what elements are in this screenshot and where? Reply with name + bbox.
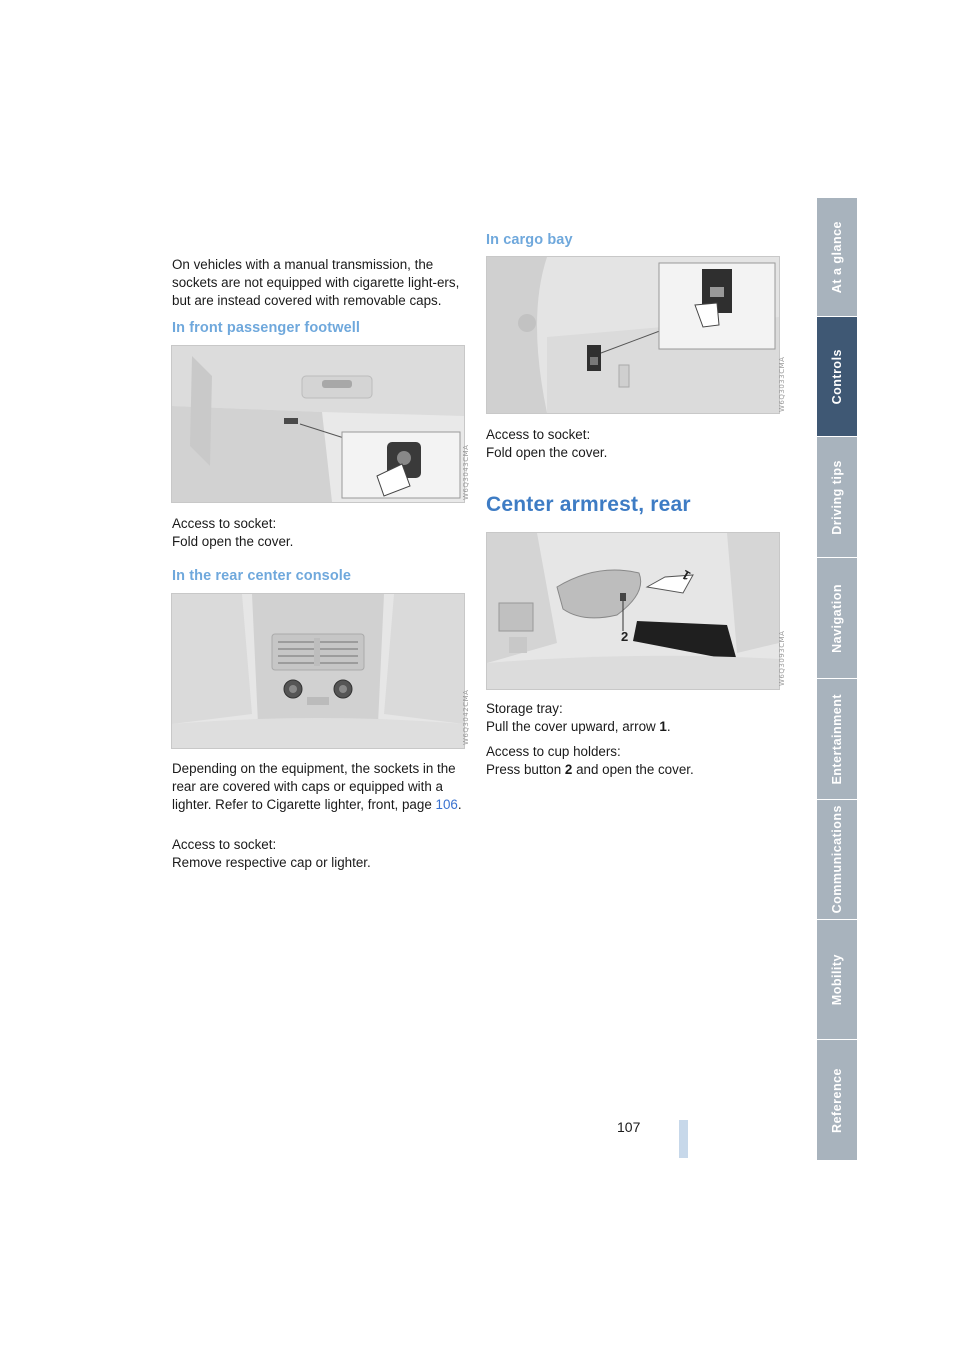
page-number-marker bbox=[679, 1120, 688, 1158]
tab-label: At a glance bbox=[830, 220, 844, 294]
tab-label: Mobility bbox=[830, 953, 844, 1006]
console-text: Depending on the equipment, the sockets in the rear are covered with caps or equipped with a lighter. Refer to Cigarette lighter, front, page bbox=[172, 761, 456, 813]
armrest-figure bbox=[486, 532, 780, 690]
console-heading: In the rear center console bbox=[172, 568, 352, 584]
storage-arrow-ref: 1 bbox=[659, 719, 667, 734]
console-access-label: Access to socket: bbox=[172, 837, 277, 852]
tab-mobility[interactable] bbox=[817, 920, 857, 1040]
footwell-figure bbox=[171, 345, 465, 503]
tab-controls[interactable] bbox=[817, 317, 857, 437]
cargo-access-label: Access to socket: bbox=[486, 427, 591, 442]
console-paragraph bbox=[172, 760, 470, 815]
armrest-label-1: 1 bbox=[679, 567, 693, 584]
console-text-end: . bbox=[457, 797, 462, 813]
cargo-instruction: Fold open the cover. bbox=[486, 445, 608, 460]
footwell-instruction: Fold open the cover. bbox=[172, 534, 294, 549]
left-column bbox=[172, 256, 470, 319]
tab-entertainment[interactable] bbox=[817, 679, 857, 800]
tab-at-a-glance[interactable] bbox=[817, 198, 857, 317]
console-figure bbox=[171, 593, 465, 749]
section-tabs bbox=[817, 198, 857, 1160]
storage-instruction bbox=[486, 718, 782, 736]
tab-reference[interactable] bbox=[817, 1040, 857, 1161]
cup-label: Access to cup holders: bbox=[486, 744, 621, 759]
console-instruction: Remove respective cap or lighter. bbox=[172, 855, 371, 870]
tab-label: Controls bbox=[830, 348, 844, 405]
cargo-heading: In cargo bay bbox=[486, 232, 573, 248]
cup-instruction bbox=[486, 761, 782, 779]
intro-paragraph: On vehicles with a manual transmission, the sockets are not equipped with cigarette light-ers, but are instead covered with removable caps. bbox=[172, 257, 460, 309]
tab-label: Entertainment bbox=[830, 693, 844, 785]
storage-text: Pull the cover upward, arrow bbox=[486, 719, 660, 734]
cargo-figure-code: W6Q3033CMA bbox=[778, 356, 786, 412]
armrest-label-2: 2 bbox=[621, 629, 629, 644]
footwell-access-label: Access to socket: bbox=[172, 516, 277, 531]
page-number: 107 bbox=[617, 1119, 641, 1135]
tab-label: Driving tips bbox=[830, 459, 844, 535]
tab-label: Reference bbox=[830, 1067, 844, 1133]
cargo-figure bbox=[486, 256, 780, 414]
tab-label: Communications bbox=[830, 805, 844, 914]
footwell-heading: In front passenger footwell bbox=[172, 320, 360, 336]
tab-communications[interactable] bbox=[817, 800, 857, 920]
armrest-heading: Center armrest, rear bbox=[486, 493, 691, 516]
cup-text-end: and open the cover. bbox=[572, 762, 694, 777]
storage-text-end: . bbox=[666, 719, 671, 734]
tab-driving-tips[interactable] bbox=[817, 437, 857, 558]
page-106-link[interactable]: 106 bbox=[435, 797, 458, 813]
cup-text-start: Press button bbox=[486, 762, 565, 777]
tab-label: Navigation bbox=[830, 583, 844, 653]
storage-label: Storage tray: bbox=[486, 701, 563, 716]
cup-button-ref: 2 bbox=[564, 762, 573, 777]
armrest-figure-code: W6Q3093CMA bbox=[778, 630, 786, 686]
tab-navigation[interactable] bbox=[817, 558, 857, 679]
console-figure-code: W6Q3042CMA bbox=[462, 689, 470, 745]
footwell-figure-code: W6Q3043CMA bbox=[462, 444, 470, 500]
